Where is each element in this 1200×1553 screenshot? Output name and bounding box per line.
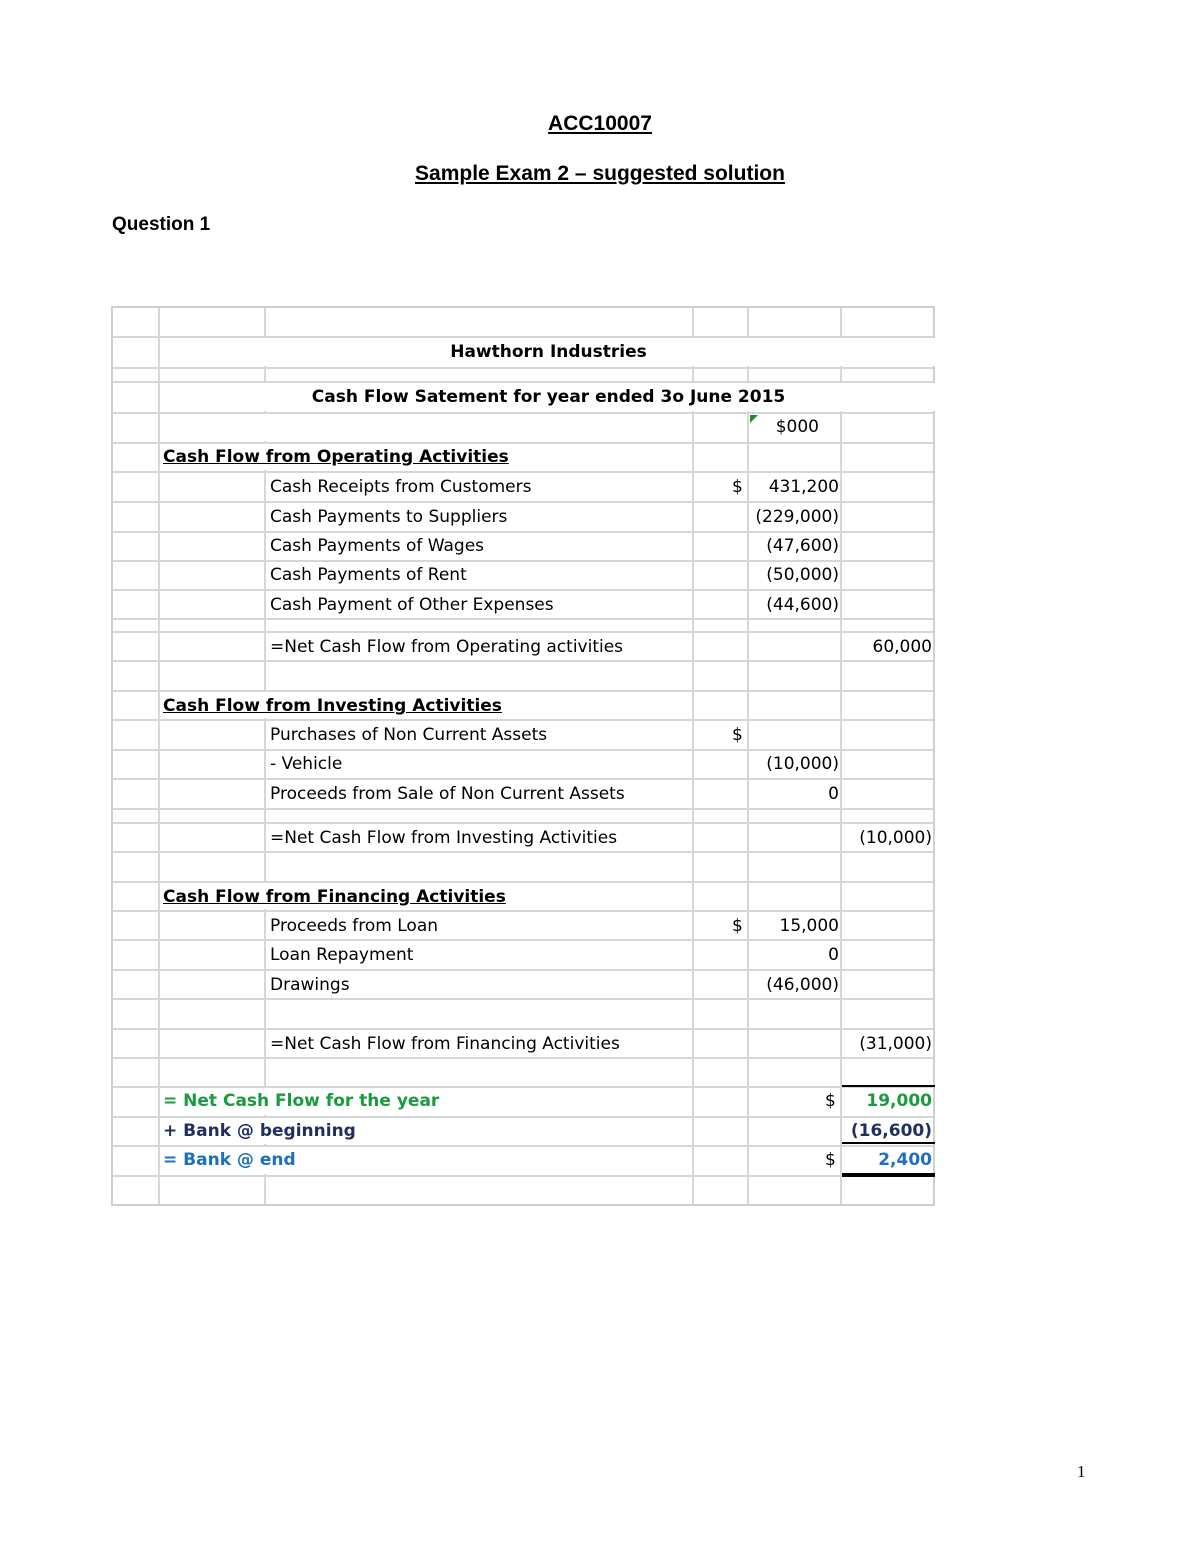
question-label: Question 1 xyxy=(112,214,211,235)
bank-end-amount: 2,400 xyxy=(878,1150,932,1170)
line-item-label: Cash Payments of Rent xyxy=(270,565,467,585)
dollar-sign: $ xyxy=(732,477,743,497)
line-item-label: Purchases of Non Current Assets xyxy=(270,725,548,745)
course-code: ACC10007 xyxy=(548,112,652,135)
dollar-sign: $ xyxy=(732,916,743,936)
line-item-label: Cash Payments of Wages xyxy=(270,536,485,556)
line-item-amount: (46,000) xyxy=(766,975,839,995)
subtotal-amount: (10,000) xyxy=(859,828,932,848)
dollar-sign: $ xyxy=(825,1091,836,1111)
dollar-sign: $ xyxy=(825,1150,836,1170)
subtotal-label: =Net Cash Flow from Operating activities xyxy=(270,637,624,657)
line-item-amount: 431,200 xyxy=(768,477,839,497)
line-item-label: Loan Repayment xyxy=(270,945,414,965)
subtotal-amount: (31,000) xyxy=(859,1034,932,1054)
net-cash-flow-amount: 19,000 xyxy=(866,1091,932,1111)
line-item-amount: (229,000) xyxy=(755,507,839,527)
dollar-sign: $ xyxy=(732,725,743,745)
financing-heading: Cash Flow from Financing Activities xyxy=(163,887,506,907)
total-rule xyxy=(842,1085,935,1087)
unit-label: $000 xyxy=(775,417,819,437)
bank-beginning-amount: (16,600) xyxy=(850,1121,932,1141)
line-item-label: - Vehicle xyxy=(270,754,343,774)
line-item-label: Cash Payment of Other Expenses xyxy=(270,595,554,615)
line-item-label: Cash Receipts from Customers xyxy=(270,477,532,497)
subtotal-label: =Net Cash Flow from Investing Activities xyxy=(270,828,618,848)
net-cash-flow-label: = Net Cash Flow for the year xyxy=(163,1091,440,1111)
bank-beginning-label: + Bank @ beginning xyxy=(163,1121,356,1141)
line-item-amount: 0 xyxy=(828,945,839,965)
bank-end-label: = Bank @ end xyxy=(163,1150,296,1170)
line-item-amount: 15,000 xyxy=(779,916,839,936)
line-item-label: Cash Payments to Suppliers xyxy=(270,507,508,527)
line-item-label: Proceeds from Sale of Non Current Assets xyxy=(270,784,625,804)
statement-title: Cash Flow Satement for year ended 3o June 2015 xyxy=(311,387,786,407)
line-item-amount: 0 xyxy=(828,784,839,804)
line-item-label: Proceeds from Loan xyxy=(270,916,439,936)
operating-heading: Cash Flow from Operating Activities xyxy=(163,447,509,467)
line-item-amount: (47,600) xyxy=(766,536,839,556)
document-subtitle: Sample Exam 2 – suggested solution xyxy=(415,162,785,185)
spreadsheet-table xyxy=(111,306,935,1206)
double-total-rule xyxy=(842,1173,935,1177)
line-item-label: Drawings xyxy=(270,975,350,995)
company-name: Hawthorn Industries xyxy=(450,342,647,362)
line-item-amount: (44,600) xyxy=(766,595,839,615)
total-rule xyxy=(842,1142,935,1144)
line-item-amount: (10,000) xyxy=(766,754,839,774)
page-number: 1 xyxy=(1077,1462,1086,1481)
subtotal-label: =Net Cash Flow from Financing Activities xyxy=(270,1034,620,1054)
line-item-amount: (50,000) xyxy=(766,565,839,585)
subtotal-amount: 60,000 xyxy=(872,637,932,657)
investing-heading: Cash Flow from Investing Activities xyxy=(163,696,502,716)
